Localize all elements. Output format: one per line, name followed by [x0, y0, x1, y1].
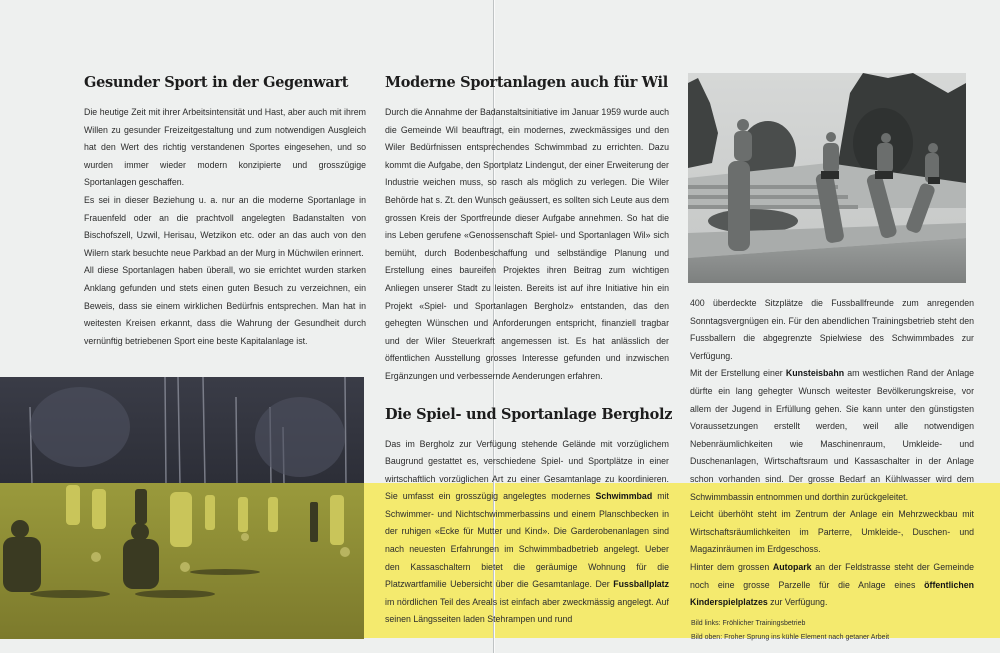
left-column: [84, 74, 366, 350]
text: zur Verfügung.: [767, 597, 828, 608]
text: Mit der Erstellung einer: [690, 368, 786, 379]
heading-moderne-sportanlagen: Moderne Sportanlagen auch für Wil: [385, 74, 668, 91]
text: Das im Bergholz zur Verfügung stehende Gelände mit vorzüglichem Baugrund gestattet es, verschiedene Spiel- und Sportplätze in einer wirtschaftlich vorzüglichen Art zu einer Gesamtanlage zu koordinieren. Sie umfasst ein grosszügig angelegtes modernes: [385, 438, 669, 502]
swimming-pool-jump-photo: [688, 73, 966, 283]
bold-term-autopark: Autopark: [772, 561, 812, 572]
caption-top-photo: Bild oben: Froher Sprung ins kühle Element nach getaner Arbeit: [691, 634, 890, 641]
text: am westlichen Rand der Anlage dürfte ein lang gehegter Wunsch weitester Bevölkerungskreise, vor allem der Jugend in Erfüllung gehen. Sie kann unter den günstigsten Voraussetzungen erstellt werden, weil alle notwendigen Nebenräumlichkeiten wie Maschinenraum, Umkleide- und Duschenanlagen, Wirtschaftsraum und Kassaschalter in der Anlage schon vorhanden sind. Der grosse Bedarf an Kühlwasser wird dem Schwimmbassin entnommen und dorthin zurückgeleitet.: [690, 368, 974, 502]
text: im nördlichen Teil des Areals ist einfach aber zweckmässig angelegt. Auf seinen Längsseiten laden Stehrampen und rund: [385, 596, 669, 625]
paragraph: Die heutige Zeit mit ihrer Arbeitsintensität und Hast, aber auch mit ihrem Willen zu gesunder Freizeitgestaltung und zum notwendigen Ausgleich hat den Wert des richtig verstandenen Sportes eingesehen, und so wurden immer wieder modern konzipierte und grosszügige Sportanlagen geschaffen.: [84, 107, 366, 188]
right-column: [690, 295, 974, 612]
text: Hinter dem grossen: [690, 561, 773, 572]
paragraph-bergholz: [385, 436, 669, 630]
text: mit Schwimmer- und Nichtschwimmerbassins und einem Planschbecken in der ruhigen «Ecke für Mutter und Kind». Die Garderobenanlagen sind nach neuesten Erfahrungen im Schwimmbadbetrieb angelegt. Ueber den Kassaschaltern bietet die geräumige Wohnung für die Platzwartfamilie Uebersicht über die Gesamtanlage. Der: [385, 491, 670, 590]
bold-term-fussballplatz: Fussballplatz: [613, 579, 669, 590]
field-photo-illustration: [0, 377, 364, 639]
paragraph: Es sei in dieser Beziehung u. a. nur an die moderne Sportanlage in Frauenfeld oder an die prachtvoll angelegten Badanstalten von Bischofszell, Uzwil, Herisau, Wetzikon etc. oder an das auch von den Wilern stark besuchte neue Parkbad an der Murg in Müchwilen erinnert.: [84, 194, 366, 258]
caption-left-photo: Bild links: Fröhlicher Trainingsbetrieb: [691, 620, 806, 627]
paragraph: Durch die Annahme der Badanstaltsinitiative im Januar 1959 wurde auch die Gemeinde Wil beauftragt, ein modernes, zweckmässiges und den Wiler Bedürfnissen entsprechendes Schwimmbad zu errichten. Dazu kommt die Aufgabe, den Sportplatz Lindengut, der einer Erweiterung der Industrie weichen muss, so rasch als möglich zu verlegen. Die Wiler Behörde hat s. Zt. den Wunsch geäussert, es sollten sich Leute aus dem grossen Kreis der Sportfreunde dieser Aufgabe annehmen. So hat die ins Leben gerufene «Genossenschaft Spiel- und Sportanlagen Wil» sich bemüht, durch Bodenbeschaffung und selbständige Planung und Erstellung eines baureifen Projektes ihren Beitrag zum wichtigen Anliegen unserer Stadt zu leisten. Bereits ist auf ihre Initiative hin ein Projekt «Spiel- und Sportanlagen Bergholz» entstanden, das den gehegten Wünschen und Anforderungen entspricht, finanziell tragbar und der Wiler Steuerkraft angemessen ist. Es hat anlässlich der öffentlichen Ausstellung grosses Interesse gefunden und inzwischen Ergänzungen und verbessernde Aenderungen erfahren.: [385, 107, 669, 381]
heading-gesunder-sport: Gesunder Sport in der Gegenwart: [84, 74, 349, 91]
paragraph-kunsteisbahn: [690, 365, 974, 506]
photo-captions: [691, 617, 991, 645]
football-training-photo: [0, 377, 364, 639]
paragraph-autopark: [690, 559, 974, 612]
paragraph: 400 überdeckte Sitzplätze die Fussballfreunde zum anregenden Sonntagsvergnügen ein. Für den abendlichen Trainingsbetrieb steht den Fussballern die abgegrenzte Spielwiese des Schwimmbades zur Verfügung.: [690, 298, 974, 361]
bold-term-schwimmbad: Schwimmbad: [595, 491, 653, 502]
paragraph: All diese Sportanlagen haben überall, wo sie errichtet wurden starken Anklang gefunden und stets einen guten Besuch zu verzeichnen, ein Beweis, dass sie einem wirklichen Bedürfnis entsprechen. Man hat in weitesten Kreisen erkannt, dass die Wahrung der Gesundheit durch vernünftig betriebenen Sport eine beste Kapitalanlage ist.: [84, 265, 366, 346]
middle-column: [385, 74, 673, 629]
bold-term-kunsteisbahn: Kunsteisbahn: [785, 368, 845, 379]
pool-photo-illustration: [688, 73, 966, 283]
heading-bergholz: Die Spiel- und Sportanlage Bergholz: [385, 405, 673, 423]
bold-term-kinderspielplatz: öffentlichen Kinderspielplatzes: [690, 579, 974, 608]
text: an der Feldstrasse steht der Gemeinde noch eine grosse Parzelle für die Anlage eines: [690, 561, 974, 590]
paragraph: Leicht überhöht steht im Zentrum der Anlage ein Mehrzweckbau mit Wirtschaftsräumlichkeiten im Parterre, Umkleide-, Duschen- und Magazinräumen im Erdgeschoss.: [690, 509, 974, 555]
